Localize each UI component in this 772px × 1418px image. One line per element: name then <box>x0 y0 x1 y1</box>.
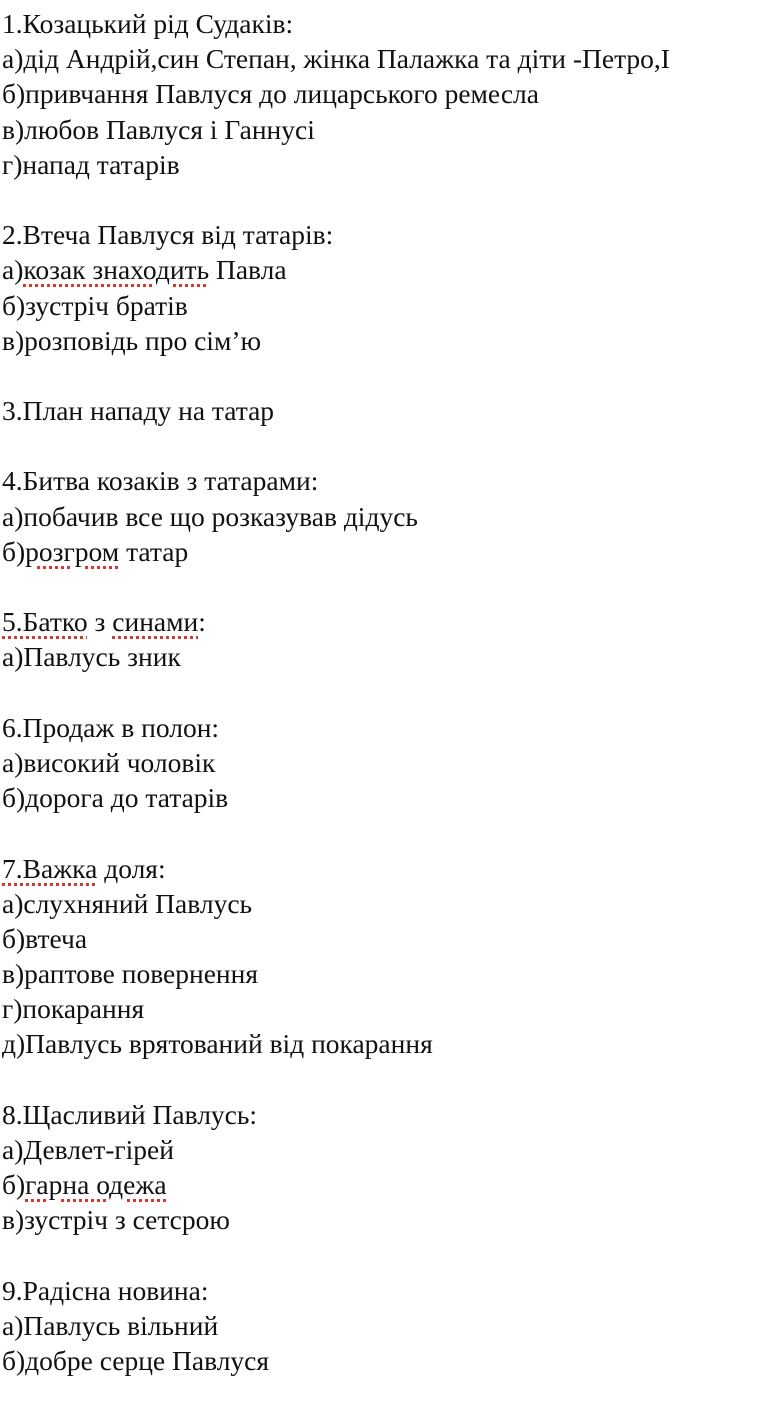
list-item <box>2 886 772 921</box>
text-segment: а)Павлусь вільний <box>2 1309 219 1341</box>
list-item <box>2 76 772 111</box>
text-segment: 1.Козацький рід Судаків: <box>2 8 294 39</box>
list-item <box>2 252 772 287</box>
text-segment: доля: <box>97 852 166 884</box>
list-item <box>2 745 772 780</box>
blank-line <box>2 358 772 393</box>
text-segment: в)раптове повернення <box>2 958 259 990</box>
section-heading <box>2 1273 772 1308</box>
text-segment: : <box>198 606 206 638</box>
text-segment: 8.Щасливий Павлусь: <box>2 1098 258 1130</box>
text-segment: 3.План нападу на татар <box>2 395 275 427</box>
text-segment: а)Павлусь зник <box>2 641 181 673</box>
text-segment: Павла <box>209 254 287 286</box>
spellcheck-underlined-word: гарна одежа <box>25 1169 167 1201</box>
list-item <box>2 499 772 534</box>
section-heading <box>2 393 772 428</box>
outline-section <box>2 1097 772 1273</box>
text-segment: а)слухняний Павлусь <box>2 887 253 919</box>
text-segment: б)дорога до татарів <box>2 782 229 814</box>
list-item <box>2 639 772 674</box>
outline-section <box>2 463 772 604</box>
list-item <box>2 1132 772 1167</box>
text-segment: а)Девлет-гірей <box>2 1134 174 1165</box>
document-body <box>2 6 772 1378</box>
list-item <box>2 1026 772 1061</box>
text-segment: а) <box>2 254 24 286</box>
blank-line <box>2 428 772 463</box>
spellcheck-underlined-word: 7.Важка <box>2 852 98 884</box>
blank-line <box>2 815 772 850</box>
text-segment: з <box>87 606 113 638</box>
text-segment: б) <box>2 1169 26 1201</box>
text-segment: б)добре серце Павлуся <box>2 1345 270 1377</box>
text-segment: г)покарання <box>2 993 145 1025</box>
blank-line <box>2 1062 772 1097</box>
text-segment: б)втеча <box>2 922 88 954</box>
outline-section <box>2 604 772 710</box>
blank-line <box>2 569 772 604</box>
spellcheck-underlined-word: синами <box>112 606 199 638</box>
spellcheck-underlined-word: 5.Батко <box>2 606 88 638</box>
text-segment: 9.Радісна новина: <box>2 1274 209 1306</box>
list-item <box>2 1308 772 1343</box>
text-segment: в)розповідь про сім’ю <box>2 324 262 356</box>
outline-section <box>2 710 772 851</box>
list-item <box>2 288 772 323</box>
section-heading <box>2 217 772 252</box>
list-item <box>2 147 772 182</box>
text-segment: в)зустріч з сетсрою <box>2 1204 230 1236</box>
outline-section <box>2 1273 772 1379</box>
text-segment: 4.Битва козаків з татарами: <box>2 465 319 497</box>
text-segment: а)високий чоловік <box>2 746 216 778</box>
spellcheck-underlined-word: козак знаходить <box>23 254 210 286</box>
list-item <box>2 112 772 147</box>
blank-line <box>2 675 772 710</box>
text-segment: а)дід Андрій,син Степан, жінка Палажка та діти -Петро,І <box>2 43 670 75</box>
text-segment: 2.Втеча Павлуся від татарів: <box>2 219 334 251</box>
text-segment: б)зустріч братів <box>2 289 188 321</box>
section-heading <box>2 604 772 639</box>
section-heading <box>2 851 772 886</box>
list-item <box>2 921 772 956</box>
text-segment: 6.Продаж в полон: <box>2 711 220 743</box>
list-item <box>2 991 772 1026</box>
list-item <box>2 956 772 991</box>
outline-section <box>2 6 772 217</box>
list-item <box>2 1167 772 1202</box>
list-item <box>2 323 772 358</box>
blank-line <box>2 1238 772 1273</box>
text-segment: татар <box>119 535 189 567</box>
text-segment: в)любов Павлуся і Ганнусі <box>2 113 315 145</box>
section-heading <box>2 463 772 498</box>
blank-line <box>2 182 772 217</box>
text-segment: а)побачив все що розказував дідусь <box>2 500 418 532</box>
text-segment: д)Павлусь врятований від покарання <box>2 1028 433 1060</box>
list-item <box>2 534 772 569</box>
list-item <box>2 780 772 815</box>
list-item <box>2 1343 772 1378</box>
text-segment: б)привчання Павлуся до лицарського ремесла <box>2 78 539 110</box>
outline-section <box>2 217 772 393</box>
spellcheck-underlined-word: розгром <box>25 535 120 567</box>
section-heading <box>2 710 772 745</box>
outline-section <box>2 393 772 463</box>
section-heading <box>2 1097 772 1132</box>
section-heading <box>2 6 772 41</box>
list-item <box>2 41 772 76</box>
list-item <box>2 1202 772 1237</box>
outline-section <box>2 851 772 1097</box>
text-segment: г)напад татарів <box>2 148 180 180</box>
text-segment: б) <box>2 535 26 567</box>
